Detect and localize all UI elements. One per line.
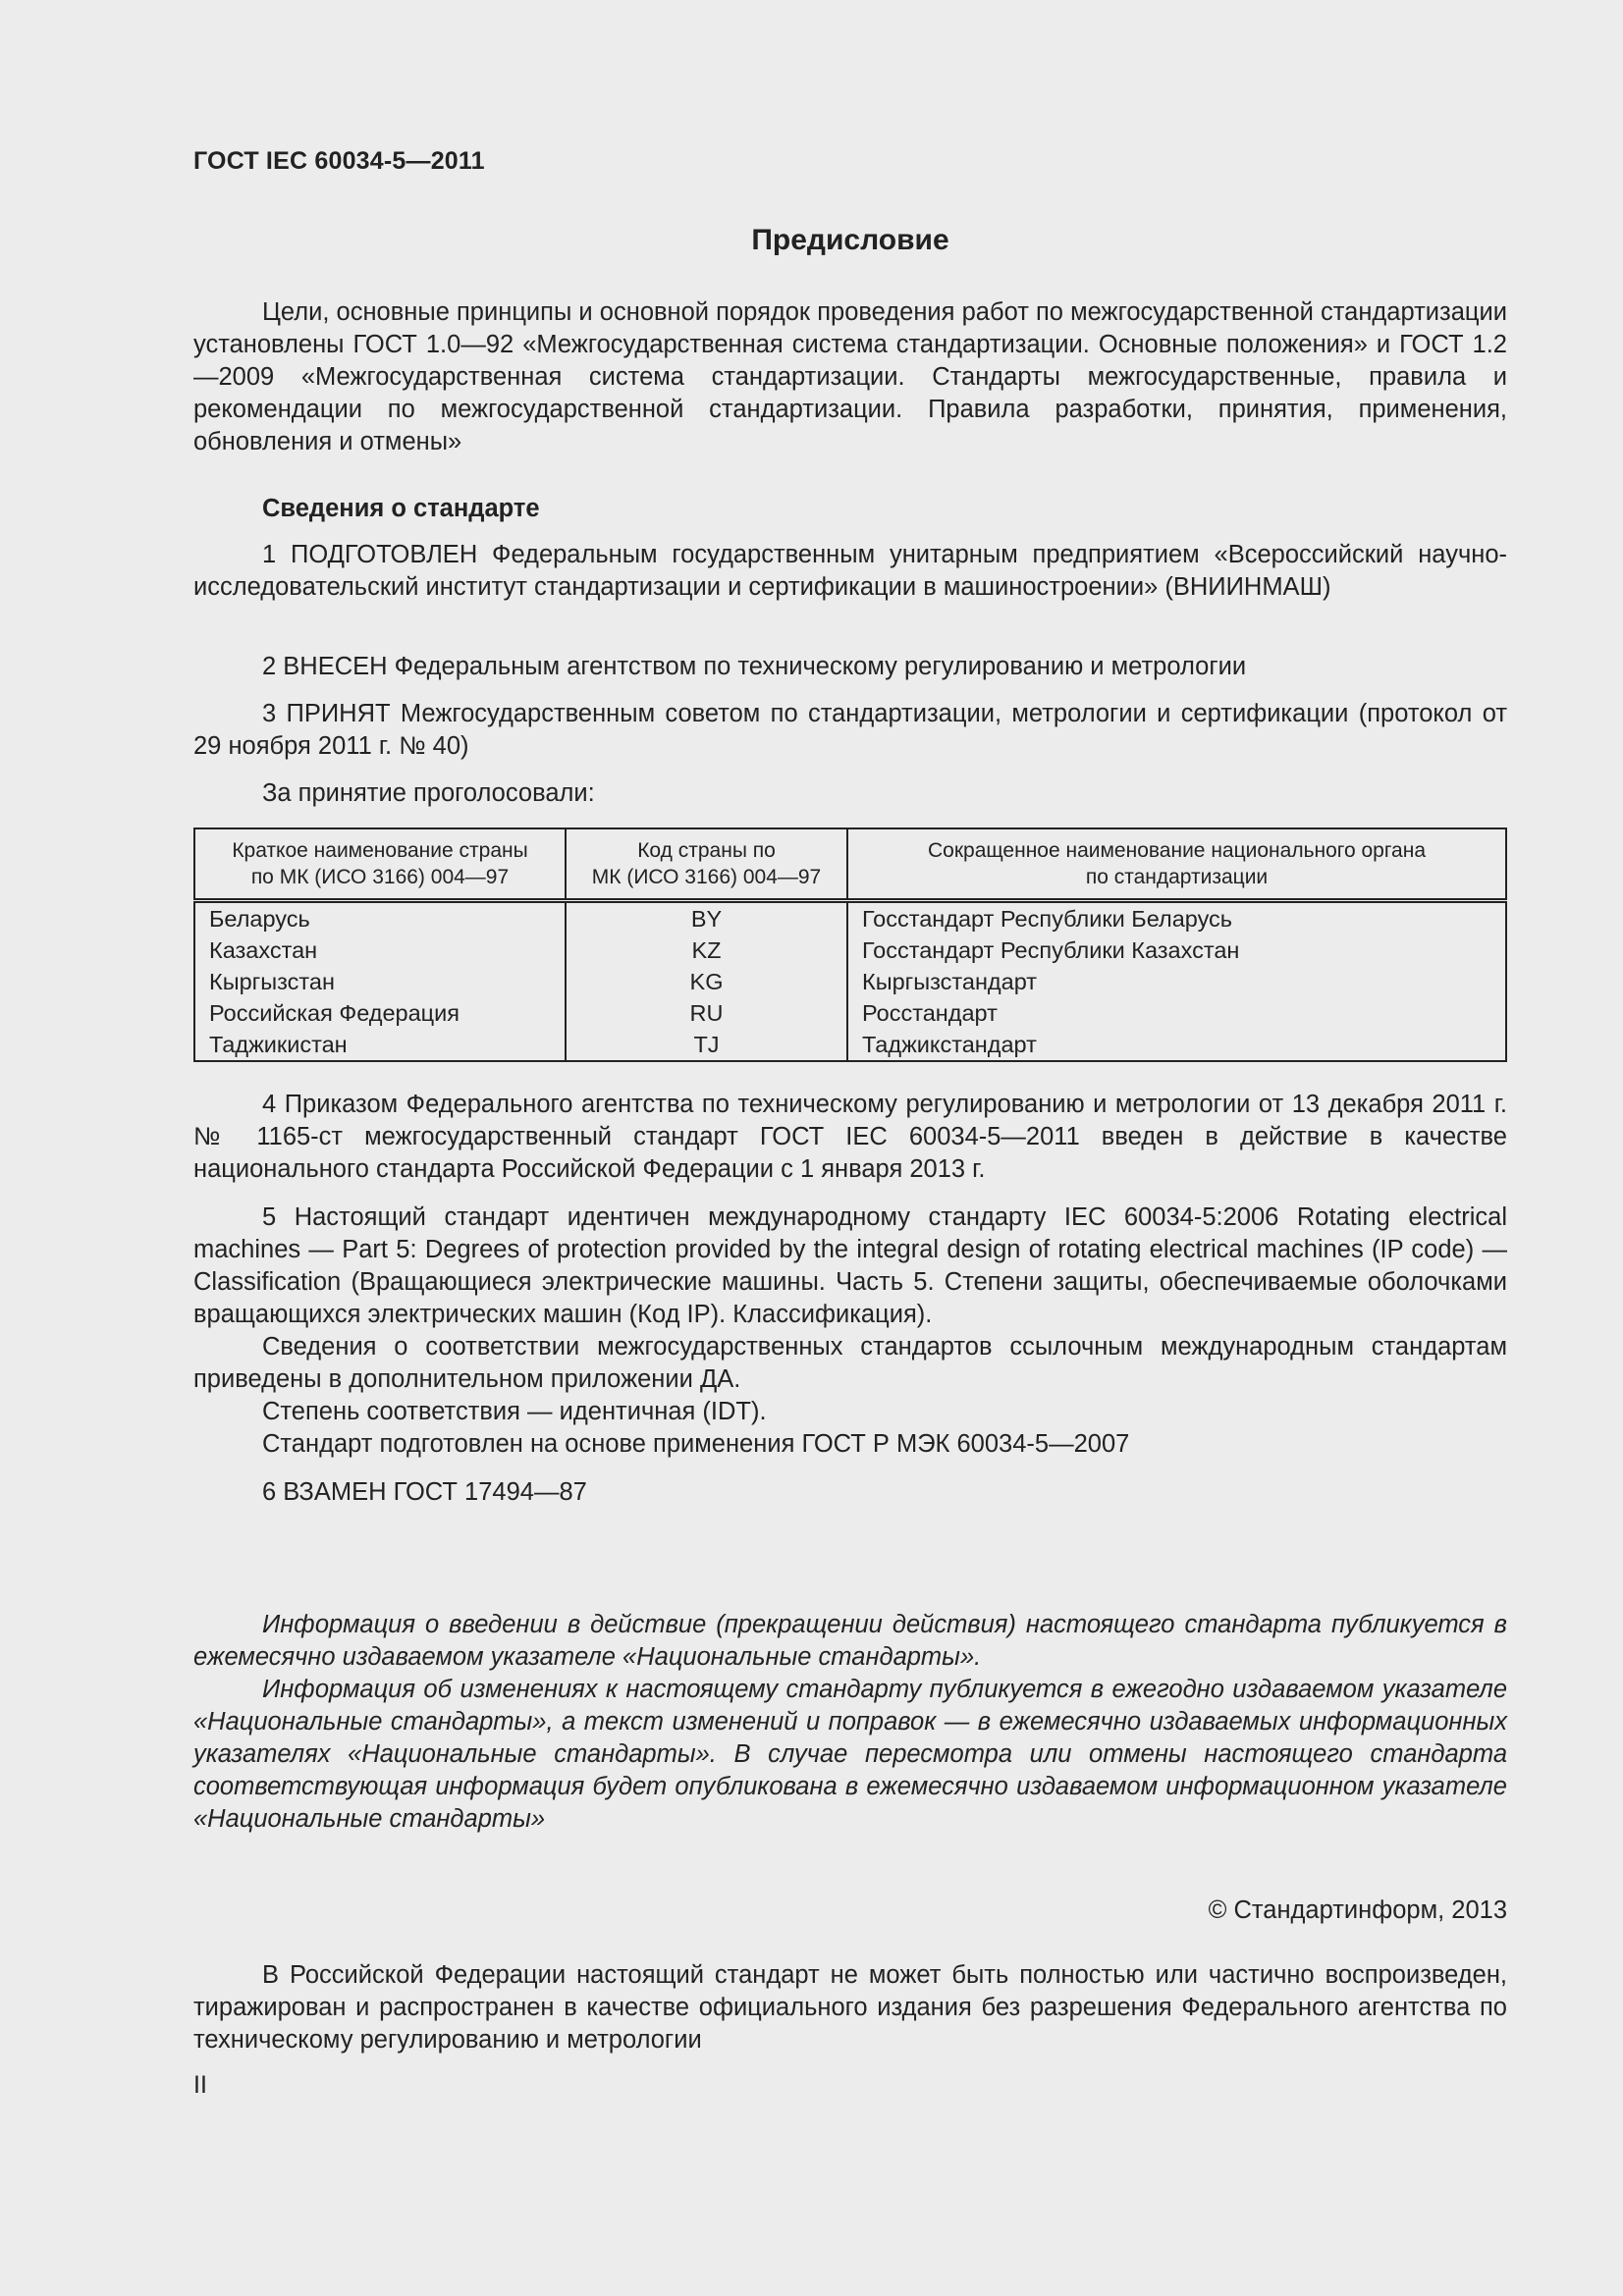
- country-cell: Беларусь: [194, 901, 566, 935]
- item-5-conformity: Степень соответствия — идентичная (IDT).: [262, 1398, 767, 1425]
- body-cell: Кыргызстандарт: [847, 966, 1506, 997]
- item-3: 3 ПРИНЯТ Межгосударственным советом по стандартизации, метрологии и сертификации (протокол от 29 ноября 2011 г. № 40): [193, 700, 1507, 760]
- country-cell: Таджикистан: [194, 1029, 566, 1061]
- item-1: 1 ПОДГОТОВЛЕН Федеральным государственным унитарным предприятием «Всероссийский научно-исследовательский институт стандартизации и сертификации в машиностроении» (ВНИИНМАШ): [193, 541, 1507, 601]
- legal-notice: В Российской Федерации настоящий стандарт не может быть полностью или частично воспроизведен, тиражирован и распространен в качестве официального издания без разрешения Федерального агентства по техническому регулированию и метрологии: [193, 1961, 1507, 2054]
- document-header: ГОСТ IEC 60034-5—2011: [193, 147, 485, 175]
- code-cell: RU: [566, 997, 847, 1029]
- country-cell: Кыргызстан: [194, 966, 566, 997]
- code-cell: KZ: [566, 934, 847, 966]
- column-header-body: Сокращенное наименование национального органа по стандартизации: [847, 828, 1506, 901]
- body-cell: Госстандарт Республики Беларусь: [847, 901, 1506, 935]
- notice-changes: Информация об изменениях к настоящему стандарту публикуется в ежегодно издаваемом указателе «Национальные стандарты», а текст изменений и поправок — в ежемесячно издаваемых информационных указателях «Национальные стандарты». В случае пересмотра или отмены настоящего стандарта соответствующая информация будет опубликована в ежемесячно издаваемом информационном указателе «Национальные стандарты»: [193, 1676, 1507, 1833]
- table-row: [194, 934, 1506, 966]
- table-header-row: [194, 828, 1506, 901]
- table-row: [194, 901, 1506, 935]
- body-cell: Таджикстандарт: [847, 1029, 1506, 1061]
- voting-table: [193, 828, 1507, 1062]
- column-header-country: Краткое наименование страны по МК (ИСО 3166) 004—97: [194, 828, 566, 901]
- item-4: 4 Приказом Федерального агентства по техническому регулированию и метрологии от 13 декабря 2011 г. № 1165-ст межгосударственный стандарт ГОСТ IEC 60034-5—2011 введен в действие в качестве национального стандарта Российской Федерации с 1 января 2013 г.: [193, 1091, 1507, 1183]
- code-cell: TJ: [566, 1029, 847, 1061]
- country-cell: Российская Федерация: [194, 997, 566, 1029]
- page-title: Предисловие: [751, 224, 949, 256]
- item-5-references: Сведения о соответствии межгосударственных стандартов ссылочным международным стандартам приведены в дополнительном приложении ДА.: [193, 1333, 1507, 1393]
- code-cell: KG: [566, 966, 847, 997]
- body-cell: Госстандарт Республики Казахстан: [847, 934, 1506, 966]
- table-row: [194, 966, 1506, 997]
- notice-introduction: Информация о введении в действие (прекращении действия) настоящего стандарта публикуется в ежемесячно издаваемом указателе «Национальные стандарты».: [193, 1611, 1507, 1671]
- table-row: [194, 1029, 1506, 1061]
- item-5: 5 Настоящий стандарт идентичен международному стандарту IEC 60034-5:2006 Rotating electrical machines — Part 5: Degrees of protection provided by the integral design of rotating electrical machines (IP code) — Classification (Вращающиеся электрические машины. Часть 5. Степени защиты, обеспечиваемые оболочками вращающихся электрических машин (Код IP). Классификация).: [193, 1203, 1507, 1328]
- code-cell: BY: [566, 901, 847, 935]
- info-heading: Сведения о стандарте: [262, 495, 540, 522]
- column-header-code: Код страны по МК (ИСО 3166) 004—97: [566, 828, 847, 901]
- body-cell: Росстандарт: [847, 997, 1506, 1029]
- table-row: [194, 997, 1506, 1029]
- item-2: 2 ВНЕСЕН Федеральным агентством по техническому регулированию и метрологии: [262, 653, 1247, 680]
- country-cell: Казахстан: [194, 934, 566, 966]
- item-6: 6 ВЗАМЕН ГОСТ 17494—87: [262, 1478, 587, 1506]
- page-number: II: [193, 2071, 207, 2099]
- copyright: © Стандартинформ, 2013: [1208, 1896, 1507, 1924]
- intro-paragraph: Цели, основные принципы и основной порядок проведения работ по межгосударственной стандартизации установлены ГОСТ 1.0—92 «Межгосударственная система стандартизации. Основные положения» и ГОСТ 1.2—2009 «Межгосударственная система стандартизации. Стандарты межгосударственные, правила и рекомендации по межгосударственной стандартизации. Правила разработки, принятия, применения, обновления и отмены»: [193, 298, 1507, 455]
- item-5-basis: Стандарт подготовлен на основе применения ГОСТ Р МЭК 60034-5—2007: [262, 1430, 1130, 1458]
- vote-intro: За принятие проголосовали:: [262, 779, 595, 807]
